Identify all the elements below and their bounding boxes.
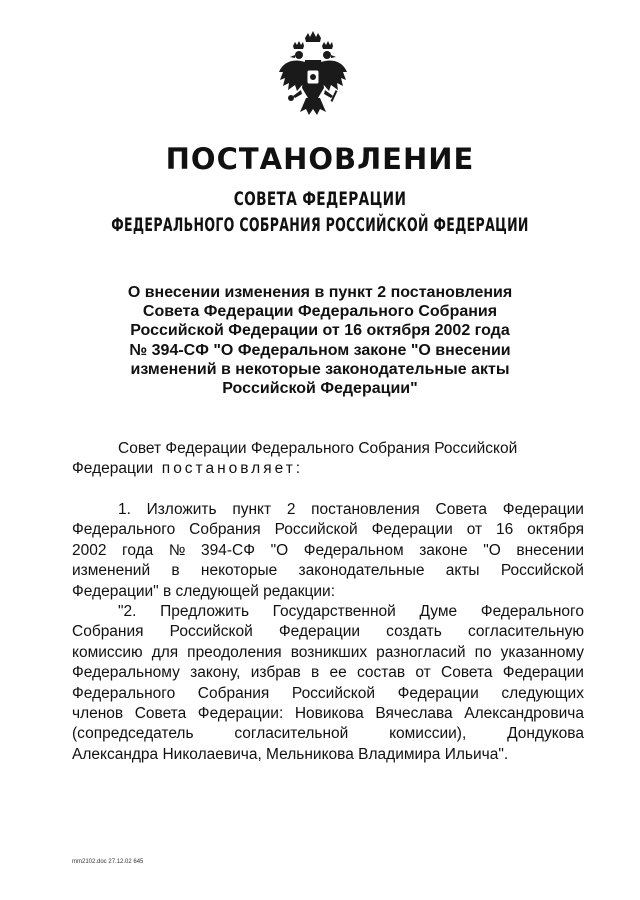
item1-line: Федерального Собрания Российской Федерации от 16 октября [72, 521, 584, 539]
heading-line: изменений в некоторые законодательные акты [130, 360, 510, 378]
preamble-line [72, 439, 584, 459]
item2-line: членов Совета Федерации: Новикова Вячеслава Александровича [72, 705, 584, 723]
document-subtitle-council: СОВЕТА ФЕДЕРАЦИИ [233, 188, 407, 210]
preamble-text: Совет Федерации Федерального Собрания Российской [118, 440, 518, 457]
item1-line: изменений в некоторые законодательные акты Российской [72, 562, 584, 580]
file-reference: mm2102.doc 27.12.02 645 [72, 859, 144, 865]
item2-line: "2. Предложить Государственной Думе Федерального [118, 603, 584, 621]
item2-line: комиссию для преодоления возникших разногласий по указанному [72, 643, 584, 661]
item2-line: Федерального Собрания Российской Федерации следующих [72, 684, 584, 702]
document-subtitle-assembly: ФЕДЕРАЛЬНОГО СОБРАНИЯ РОССИЙСКОЙ ФЕДЕРАЦИИ [111, 214, 529, 236]
resolution-body [72, 500, 584, 765]
preamble-text: Федерации [72, 460, 154, 478]
preamble-paragraph [72, 439, 584, 480]
item2-line: Александра Николаевича, Мельникова Владимира Ильича". [72, 745, 509, 763]
document-title: ПОСТАНОВЛЕНИЕ [165, 142, 475, 176]
heading-line: О внесении изменения в пункт 2 постановления [127, 284, 513, 301]
heading-line: Совета Федерации Федерального Собрания [142, 303, 498, 321]
item2-line: Федеральному закону, избрав в ее состав от Совета Федерации [72, 664, 584, 682]
item1-line: 1. Изложить пункт 2 постановления Совета Федерации [118, 501, 584, 518]
resolution-heading [90, 283, 550, 398]
decree-keyword: постановляет: [161, 460, 304, 478]
item1-line: Федерации" в следующей редакции: [72, 582, 336, 600]
item2-line: Собрания Российской Федерации создать согласительную [72, 623, 584, 641]
heading-line: Российской Федерации" [222, 380, 418, 398]
heading-line: Российской Федерации от 16 октября 2002 года [130, 322, 510, 340]
state-emblem-icon [275, 28, 351, 126]
preamble-line [72, 459, 584, 479]
item2-line: (сопредседатель согласительной комиссии), Дондукова [72, 725, 584, 743]
item1-line: 2002 года № 394-СФ "О Федеральном законе "О внесении [72, 541, 584, 559]
heading-line: № 394-СФ "О Федеральном законе "О внесении [129, 341, 511, 359]
